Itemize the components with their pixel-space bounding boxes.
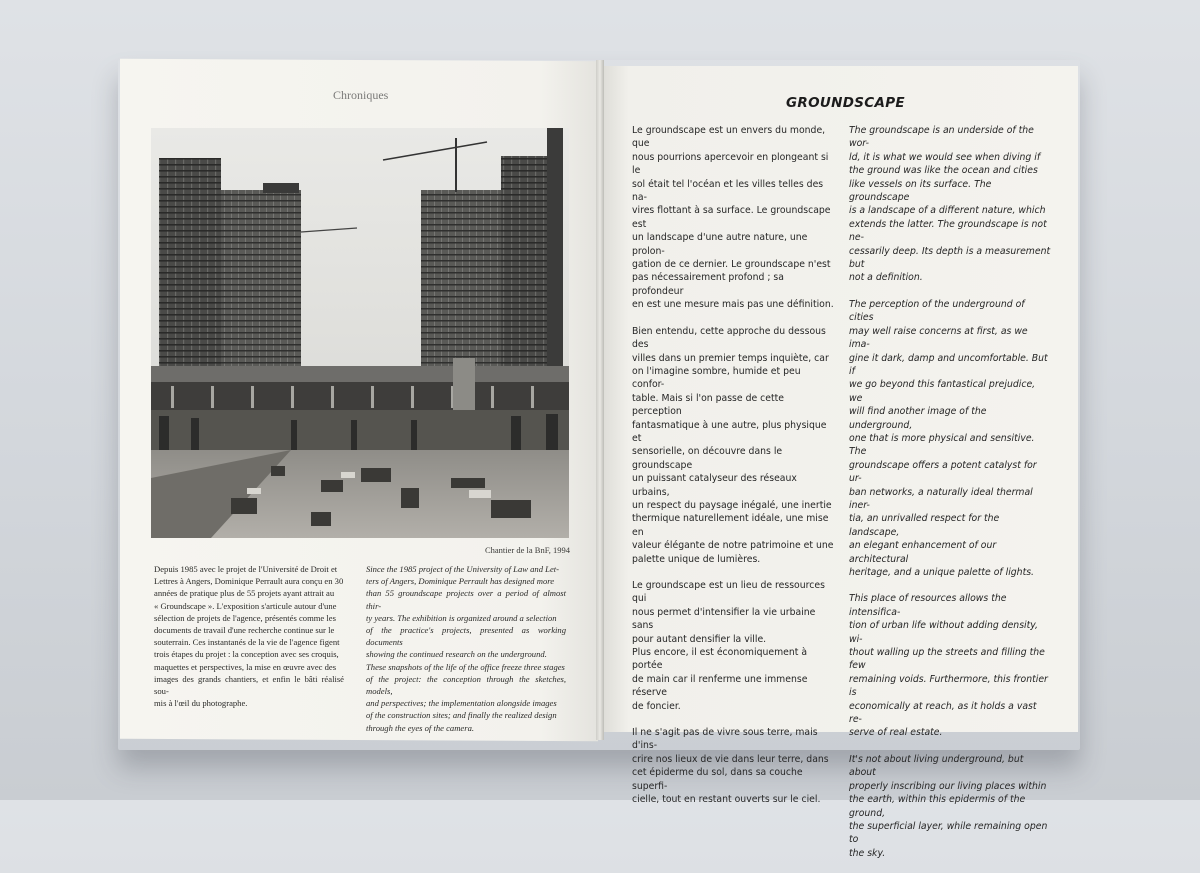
paragraph-french: Il ne s'agit pas de vivre sous terre, mais d'ins- crire nos lieux de vie dans leur terre, dans cet épiderme du sol, dans sa couche superfi- cielle, tout en restant ouverts sur le ciel. [632, 727, 829, 806]
paragraph-english: The perception of the underground of cities may well raise concerns at first, as we ima- gine it dark, damp and uncomfortable. But if we go beyond this fantastical prejudice, we will find another image of the underground, one that is more physical and sensitive. The groundscape offers a potent catalyst for ur- ban networks, a naturally ideal thermal iner- tia, an unrivalled respect for the landscape, an elegant enhancement of our architectural heritage, and a unique palette of lights. [849, 298, 1048, 578]
construction-photo [151, 128, 569, 538]
section-title: Chroniques [333, 88, 389, 102]
booklet-spine [596, 60, 604, 740]
paragraph-french: Le groundscape est un lieu de ressources qui nous permet d'intensifier la vie urbaine sans pour autant densifier la ville. Plus encore, il est économiquement à portée de main car il renferme une immense réserve de foncier. [632, 580, 825, 712]
groundscape-title: GROUNDSCAPE [786, 95, 905, 111]
paragraph-french: Le groundscape est un envers du monde, que nous pourrions apercevoir en plongeant si le sol était tel l'océan et les villes telles des na- vires flottant à sa surface. Le groundscape est un landscape d'une autre nature, une prolon- gation de ce dernier. Le groundscape n'est pas nécessairement profond ; sa profondeur en est une mesure mais pas une définition. [632, 125, 834, 311]
intro-paragraph-french: Depuis 1985 avec le projet de l'Université de Droit et Lettres à Angers, Dominique Perrault aura conçu en 30 années de pratique plus de 55 projets ayant attrait au « Groundscape ». L'exposition s'articule autour d'une sélection de projets de l'agence, présentés comme les documents de travail d'une recherche continue sur le souterrain. Ces instantanés de la vie de l'agence figent trois étapes du projet : la conception avec ses croquis, maquettes et perspectives, la mise en œuvre avec des images des grands chantiers, et enfin le bâti réalisé sou- mis à l'œil du photographe. [154, 564, 344, 709]
paragraph-english: This place of resources allows the intensifica- tion of urban life without adding density, wi- thout walling up the streets and filling the few remaining voids. Furthermore, this frontier is economically at reach, as it holds a vast re- serve of real estate. [849, 593, 1048, 739]
paragraph-english: The groundscape is an underside of the wor- ld, it is what we would see when diving if the ground was like the ocean and cities like vessels on its surface. The groundscape is a landscape of a different nature, which extends the latter. The groundscape is not ne- cessarily deep. Its depth is a measurement but not a definition. [849, 125, 1051, 284]
intro-text-english [366, 563, 566, 734]
paragraph-english: It's not about living underground, but about properly inscribing our living places within the earth, within this epidermis of the ground, the superficial layer, while remaining open to the sky. [849, 753, 1048, 859]
intro-paragraph-english: Since the 1985 project of the University of Law and Let- ters of Angers, Dominique Perrault has designed more than 55 groundscape projects over a period of almost thir- ty years. The exhibition is organized around a selection of the practice's projects, presented as working documents showing the continued research on the underground. These snapshots of the life of the office freeze three stages of the project: the conception through the sketches, models, and perspectives; the implementation alongside images of the construction sites; and finally the realized design through the eyes of the camera. [366, 564, 566, 733]
groundscape-text-french [632, 124, 834, 820]
photo-caption: Chantier de la BnF, 1994 [484, 545, 570, 555]
intro-text-french [154, 563, 344, 709]
groundscape-text-english [849, 124, 1051, 873]
paragraph-french: Bien entendu, cette approche du dessous des villes dans un premier temps inquiète, car on l'imagine sombre, humide et peu confor- table. Mais si l'on passe de cette perception fantasmatique à une autre, plus physique et sensorielle, on découvre dans le groundscape un puissant catalyseur des réseaux urbains, un respect du paysage inégalé, une inertie thermique naturellement idéale, une mise en valeur élégante de notre patrimoine et une palette unique de lumières. [632, 325, 834, 565]
